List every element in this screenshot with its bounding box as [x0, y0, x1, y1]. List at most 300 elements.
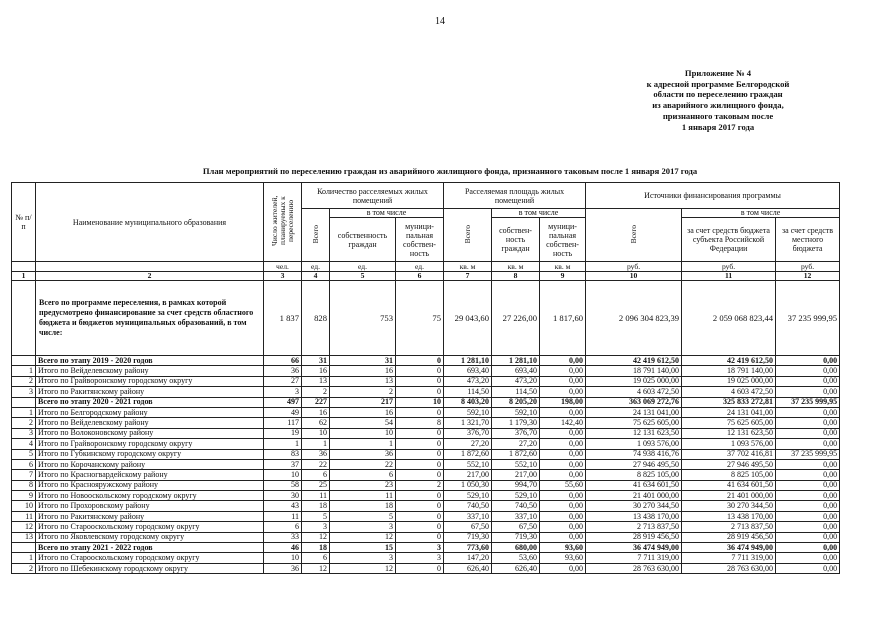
cell-value: 1 093 576,00 [586, 439, 682, 449]
cell-value: 693,40 [492, 366, 540, 376]
cell-value: 2 713 837,50 [586, 522, 682, 532]
unit-cell [12, 262, 36, 272]
cell-value: 18 [330, 501, 396, 511]
cell-value: 1 321,70 [444, 418, 492, 428]
cell-value: 8 825 105,00 [586, 470, 682, 480]
row-number [12, 543, 36, 553]
cell-value: 28 763 630,00 [586, 563, 682, 573]
cell-value: 337,10 [444, 511, 492, 521]
cell-value: 18 [302, 543, 330, 553]
cell-value: 13 [302, 376, 330, 386]
cell-value: 13 438 170,00 [586, 511, 682, 521]
cell-value: 16 [302, 366, 330, 376]
cell-value: 0,00 [540, 439, 586, 449]
header-finance-total: Всего [586, 209, 682, 262]
cell-value: 0,00 [776, 418, 840, 428]
cell-value: 0,00 [776, 459, 840, 469]
row-number [12, 356, 36, 366]
row-number: 3 [12, 387, 36, 397]
row-number [12, 281, 36, 356]
table-row [12, 470, 840, 480]
unit-cell: кв. м [540, 262, 586, 272]
municipality-name: Итого по Яковлевскому городскому округу [36, 532, 264, 542]
municipality-name: Итого по Грайворонскому городскому округу [36, 376, 264, 386]
cell-value: 626,40 [444, 563, 492, 573]
cell-value: 24 131 041,00 [586, 407, 682, 417]
cell-value: 0,00 [776, 563, 840, 573]
cell-value: 376,70 [444, 428, 492, 438]
row-number: 3 [12, 428, 36, 438]
cell-value: 16 [330, 407, 396, 417]
unit-cell: ед. [302, 262, 330, 272]
cell-value: 1 872,60 [492, 449, 540, 459]
table-row [12, 428, 840, 438]
row-number: 2 [12, 418, 36, 428]
cell-value: 0,00 [776, 356, 840, 366]
cell-value: 2 713 837,50 [682, 522, 776, 532]
municipality-name: Всего по этапу 2021 - 2022 годов [36, 543, 264, 553]
cell-value: 0 [396, 563, 444, 573]
cell-value: 0 [396, 366, 444, 376]
row-number: 11 [12, 511, 36, 521]
cell-value: 3 [396, 553, 444, 563]
column-numbers-row [12, 272, 840, 281]
cell-value: 1 179,30 [492, 418, 540, 428]
cell-value: 2 [330, 387, 396, 397]
cell-value: 27,20 [444, 439, 492, 449]
cell-value: 1 [330, 439, 396, 449]
cell-value: 54 [330, 418, 396, 428]
cell-value: 19 [264, 428, 302, 438]
column-number: 11 [682, 272, 776, 281]
cell-value: 83 [264, 449, 302, 459]
cell-value: 0,00 [540, 470, 586, 480]
row-number: 4 [12, 439, 36, 449]
table-row [12, 553, 840, 563]
units-row [12, 262, 840, 272]
cell-value: 0,00 [540, 366, 586, 376]
cell-value: 227 [302, 397, 330, 407]
cell-value: 0,00 [540, 459, 586, 469]
cell-value: 773,60 [444, 543, 492, 553]
cell-value: 1 281,10 [492, 356, 540, 366]
column-number: 7 [444, 272, 492, 281]
cell-value: 21 401 000,00 [586, 491, 682, 501]
table-row [12, 387, 840, 397]
cell-value: 28 763 630,00 [682, 563, 776, 573]
appendix-line: к адресной программе Белгородской [646, 78, 790, 89]
cell-value: 592,10 [492, 407, 540, 417]
appendix-line: Приложение № 4 [684, 68, 752, 78]
cell-value: 552,10 [444, 459, 492, 469]
cell-value: 36 [264, 563, 302, 573]
cell-value: 0,00 [776, 439, 840, 449]
cell-value: 6 [264, 522, 302, 532]
cell-value: 18 791 140,00 [682, 366, 776, 376]
cell-value: 55,60 [540, 480, 586, 490]
cell-value: 12 [302, 532, 330, 542]
column-number: 1 [12, 272, 36, 281]
cell-value: 21 401 000,00 [682, 491, 776, 501]
cell-value: 114,50 [444, 387, 492, 397]
cell-value: 114,50 [492, 387, 540, 397]
row-number: 5 [12, 449, 36, 459]
cell-value: 719,30 [492, 532, 540, 542]
cell-value: 147,20 [444, 553, 492, 563]
cell-value: 198,00 [540, 397, 586, 407]
cell-value: 1 050,30 [444, 480, 492, 490]
document-title: План мероприятий по переселению граждан из аварийного жилищного фонда, признанного таковым после 1 января 2017 года [202, 166, 698, 176]
cell-value: 693,40 [444, 366, 492, 376]
cell-value: 0 [396, 376, 444, 386]
cell-value: 8 825 105,00 [682, 470, 776, 480]
cell-value: 0,00 [776, 532, 840, 542]
row-number: 7 [12, 470, 36, 480]
cell-value: 740,50 [492, 501, 540, 511]
cell-value: 30 270 344,50 [586, 501, 682, 511]
cell-value: 363 069 272,76 [586, 397, 682, 407]
appendix-line: из аварийного жилищного фонда, [652, 100, 784, 111]
cell-value: 0,00 [776, 543, 840, 553]
cell-value: 31 [330, 356, 396, 366]
cell-value: 740,50 [444, 501, 492, 511]
cell-value: 31 [302, 356, 330, 366]
header-residents: Число жителей, планируемых к переселению [264, 183, 302, 262]
cell-value: 6 [302, 470, 330, 480]
cell-value: 0,00 [776, 553, 840, 563]
cell-value: 0,00 [776, 407, 840, 417]
cell-value: 11 [264, 511, 302, 521]
cell-value: 15 [330, 543, 396, 553]
cell-value: 93,60 [540, 543, 586, 553]
cell-value: 18 791 140,00 [586, 366, 682, 376]
header-name: Наименование муниципального образования [36, 183, 264, 262]
cell-value: 37 [264, 459, 302, 469]
cell-value: 37 235 999,95 [776, 449, 840, 459]
cell-value: 41 634 601,50 [586, 480, 682, 490]
table-row [12, 480, 840, 490]
grand-total-name: Всего по программе переселения, в рамках которой предусмотрено финансирование за счет средств областного бюджета и бюджетов муниципальных образований, в том числе: [36, 281, 264, 356]
cell-value: 75 625 605,00 [586, 418, 682, 428]
municipality-name: Итого по Шебекинскому городскому округу [36, 563, 264, 573]
cell-value: 552,10 [492, 459, 540, 469]
row-number: 6 [12, 459, 36, 469]
cell-value: 529,10 [492, 491, 540, 501]
unit-cell [36, 262, 264, 272]
appendix-caption [618, 68, 818, 132]
row-number: 1 [12, 366, 36, 376]
grand-total-row [12, 281, 840, 356]
cell-value: 62 [302, 418, 330, 428]
grand-total-value: 753 [330, 281, 396, 356]
column-number: 9 [540, 272, 586, 281]
row-number [12, 397, 36, 407]
cell-value: 0,00 [776, 376, 840, 386]
cell-value: 0,00 [776, 511, 840, 521]
grand-total-value: 1 837 [264, 281, 302, 356]
cell-value: 7 711 319,00 [682, 553, 776, 563]
cell-value: 376,70 [492, 428, 540, 438]
municipality-name: Итого по Волоконовскому району [36, 428, 264, 438]
cell-value: 10 [302, 428, 330, 438]
cell-value: 1 281,10 [444, 356, 492, 366]
cell-value: 0,00 [540, 387, 586, 397]
cell-value: 75 625 605,00 [682, 418, 776, 428]
unit-cell: руб. [586, 262, 682, 272]
cell-value: 16 [330, 366, 396, 376]
cell-value: 58 [264, 480, 302, 490]
row-number: 1 [12, 553, 36, 563]
cell-value: 0,00 [776, 491, 840, 501]
grand-total-value: 29 043,60 [444, 281, 492, 356]
cell-value: 0,00 [776, 480, 840, 490]
cell-value: 10 [264, 553, 302, 563]
table-row [12, 522, 840, 532]
header-local-budget: за счет средств местного бюджета [776, 218, 840, 262]
municipality-name: Всего по этапу 2019 - 2020 годов [36, 356, 264, 366]
municipality-name: Итого по Вейделевскому району [36, 366, 264, 376]
cell-value: 0,00 [776, 522, 840, 532]
row-number: 2 [12, 376, 36, 386]
header-premises-group: Количество расселяемых жилых помещений [302, 183, 444, 209]
cell-value: 0 [396, 532, 444, 542]
cell-value: 1 872,60 [444, 449, 492, 459]
stage-total-row [12, 356, 840, 366]
table-row [12, 501, 840, 511]
cell-value: 12 [330, 532, 396, 542]
cell-value: 0 [396, 387, 444, 397]
cell-value: 67,50 [492, 522, 540, 532]
header-municipal: муници-пальная собствен-ность [396, 218, 444, 262]
table-row [12, 376, 840, 386]
cell-value: 2 [302, 387, 330, 397]
municipality-name: Итого по Красногвардейскому району [36, 470, 264, 480]
cell-value: 10 [396, 397, 444, 407]
cell-value: 12 [330, 563, 396, 573]
appendix-line: признанного таковым после [662, 110, 774, 121]
cell-value: 0 [396, 449, 444, 459]
cell-value: 4 603 472,50 [682, 387, 776, 397]
cell-value: 0,00 [540, 407, 586, 417]
cell-value: 8 403,20 [444, 397, 492, 407]
cell-value: 0,00 [776, 366, 840, 376]
municipality-name: Итого по Ракитянскому району [36, 511, 264, 521]
header-finance-group: Источники финансирования программы [586, 183, 840, 209]
cell-value: 10 [264, 470, 302, 480]
cell-value: 626,40 [492, 563, 540, 573]
grand-total-value: 828 [302, 281, 330, 356]
cell-value: 3 [302, 522, 330, 532]
page-number: 14 [435, 16, 445, 27]
cell-value: 529,10 [444, 491, 492, 501]
table-row [12, 439, 840, 449]
row-number: 9 [12, 491, 36, 501]
municipality-name: Итого по Ракитянскому району [36, 387, 264, 397]
cell-value: 30 270 344,50 [682, 501, 776, 511]
cell-value: 3 [330, 553, 396, 563]
cell-value: 0,00 [776, 387, 840, 397]
cell-value: 10 [330, 428, 396, 438]
column-number: 10 [586, 272, 682, 281]
cell-value: 0,00 [540, 428, 586, 438]
cell-value: 337,10 [492, 511, 540, 521]
header-num: № п/п [12, 183, 36, 262]
cell-value: 53,60 [492, 553, 540, 563]
cell-value: 0,00 [776, 470, 840, 480]
stage-total-row [12, 397, 840, 407]
cell-value: 13 438 170,00 [682, 511, 776, 521]
cell-value: 27 946 495,50 [586, 459, 682, 469]
appendix-line: области по переселению граждан [653, 89, 783, 100]
cell-value: 41 634 601,50 [682, 480, 776, 490]
cell-value: 36 [264, 366, 302, 376]
column-number: 3 [264, 272, 302, 281]
cell-value: 5 [330, 511, 396, 521]
cell-value: 6 [302, 553, 330, 563]
cell-value: 117 [264, 418, 302, 428]
cell-value: 497 [264, 397, 302, 407]
cell-value: 0,00 [776, 501, 840, 511]
cell-value: 473,20 [444, 376, 492, 386]
cell-value: 28 919 456,50 [586, 532, 682, 542]
header-municipal-area: муници-пальная собствен-ность [540, 218, 586, 262]
cell-value: 27 946 495,50 [682, 459, 776, 469]
table-row [12, 407, 840, 417]
cell-value: 18 [302, 501, 330, 511]
cell-value: 0,00 [540, 563, 586, 573]
cell-value: 3 [264, 387, 302, 397]
cell-value: 1 [302, 439, 330, 449]
municipality-name: Итого по Новооскольскому городскому округу [36, 491, 264, 501]
cell-value: 0 [396, 470, 444, 480]
grand-total-value: 1 817,60 [540, 281, 586, 356]
cell-value: 2 [396, 480, 444, 490]
cell-value: 680,00 [492, 543, 540, 553]
row-number: 1 [12, 407, 36, 417]
row-number: 2 [12, 563, 36, 573]
cell-value: 0 [396, 459, 444, 469]
cell-value: 37 702 416,81 [682, 449, 776, 459]
grand-total-value: 2 059 068 823,44 [682, 281, 776, 356]
column-number: 2 [36, 272, 264, 281]
cell-value: 12 131 623,50 [682, 428, 776, 438]
cell-value: 74 938 416,76 [586, 449, 682, 459]
cell-value: 1 [264, 439, 302, 449]
appendix-line: 1 января 2017 года [681, 121, 755, 132]
cell-value: 0,00 [540, 491, 586, 501]
cell-value: 217,00 [492, 470, 540, 480]
cell-value: 0,00 [540, 511, 586, 521]
cell-value: 36 [330, 449, 396, 459]
cell-value: 0,00 [540, 532, 586, 542]
cell-value: 217 [330, 397, 396, 407]
municipality-name: Итого по Вейделевскому району [36, 418, 264, 428]
grand-total-value: 2 096 304 823,39 [586, 281, 682, 356]
cell-value: 30 [264, 491, 302, 501]
cell-value: 66 [264, 356, 302, 366]
unit-cell: ед. [396, 262, 444, 272]
cell-value: 36 474 949,00 [586, 543, 682, 553]
cell-value: 7 711 319,00 [586, 553, 682, 563]
cell-value: 0 [396, 511, 444, 521]
unit-cell: чел. [264, 262, 302, 272]
header-area-group: Расселяемая площадь жилых помещений [444, 183, 586, 209]
header-private: собственность граждан [330, 218, 396, 262]
cell-value: 473,20 [492, 376, 540, 386]
cell-value: 5 [302, 511, 330, 521]
resettlement-table [11, 182, 840, 574]
cell-value: 0 [396, 522, 444, 532]
cell-value: 49 [264, 407, 302, 417]
stage-total-row [12, 543, 840, 553]
cell-value: 11 [330, 491, 396, 501]
cell-value: 36 [302, 449, 330, 459]
cell-value: 67,50 [444, 522, 492, 532]
cell-value: 22 [330, 459, 396, 469]
grand-total-value: 75 [396, 281, 444, 356]
header-including: в том числе [682, 209, 840, 218]
cell-value: 0,00 [540, 522, 586, 532]
column-number: 4 [302, 272, 330, 281]
municipality-name: Итого по Старооскольскому городскому округу [36, 553, 264, 563]
cell-value: 36 474 949,00 [682, 543, 776, 553]
header-premises-total: Всего [302, 209, 330, 262]
grand-total-value: 37 235 999,95 [776, 281, 840, 356]
table-row [12, 563, 840, 573]
table-row [12, 418, 840, 428]
municipality-name: Итого по Прохоровскому району [36, 501, 264, 511]
column-number: 12 [776, 272, 840, 281]
municipality-name: Итого по Белгородскому району [36, 407, 264, 417]
cell-value: 8 [396, 418, 444, 428]
table-row [12, 511, 840, 521]
cell-value: 23 [330, 480, 396, 490]
row-number: 10 [12, 501, 36, 511]
cell-value: 994,70 [492, 480, 540, 490]
unit-cell: руб. [682, 262, 776, 272]
cell-value: 1 093 576,00 [682, 439, 776, 449]
cell-value: 46 [264, 543, 302, 553]
cell-value: 8 205,20 [492, 397, 540, 407]
unit-cell: кв. м [492, 262, 540, 272]
cell-value: 12 [302, 563, 330, 573]
row-number: 8 [12, 480, 36, 490]
table-row [12, 532, 840, 542]
unit-cell: кв. м [444, 262, 492, 272]
column-number: 6 [396, 272, 444, 281]
cell-value: 6 [330, 470, 396, 480]
municipality-name: Всего по этапу 2020 - 2021 годов [36, 397, 264, 407]
cell-value: 0,00 [540, 449, 586, 459]
header-region-budget: за счет средств бюджета субъекта Российской Федерации [682, 218, 776, 262]
cell-value: 19 025 000,00 [586, 376, 682, 386]
cell-value: 0,00 [540, 501, 586, 511]
header-private-area: собствен-ность граждан [492, 218, 540, 262]
unit-cell: ед. [330, 262, 396, 272]
municipality-name: Итого по Старооскольскому городскому округу [36, 522, 264, 532]
cell-value: 27 [264, 376, 302, 386]
cell-value: 0,00 [540, 356, 586, 366]
cell-value: 719,30 [444, 532, 492, 542]
cell-value: 13 [330, 376, 396, 386]
unit-cell: руб. [776, 262, 840, 272]
grand-total-value: 27 226,00 [492, 281, 540, 356]
table-row [12, 449, 840, 459]
cell-value: 42 419 612,50 [586, 356, 682, 366]
cell-value: 16 [302, 407, 330, 417]
header-including: в том числе [492, 209, 586, 218]
cell-value: 3 [396, 543, 444, 553]
